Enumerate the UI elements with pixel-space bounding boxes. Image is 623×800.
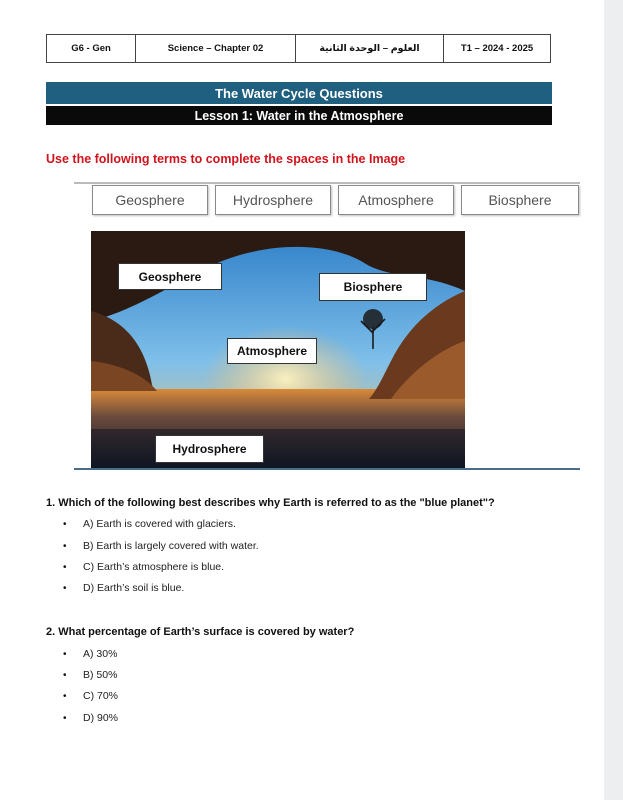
q2-option-a <box>63 648 117 660</box>
image-bottom-rule <box>74 468 580 470</box>
image-label-biosphere: Biosphere <box>319 273 427 301</box>
grade-cell: G6 - Gen <box>47 35 136 62</box>
option-text: D) 90% <box>83 712 119 724</box>
option-text: B) Earth is largely covered with water. <box>83 540 259 552</box>
bullet-icon: • <box>63 712 67 724</box>
image-label-geosphere: Geosphere <box>118 263 222 290</box>
bullet-icon: • <box>63 518 67 530</box>
lesson-title: Lesson 1: Water in the Atmosphere <box>46 106 552 125</box>
bullet-icon: • <box>63 648 67 660</box>
worksheet-title: The Water Cycle Questions <box>46 82 552 104</box>
option-text: C) 70% <box>83 690 119 702</box>
term-atmosphere: Atmosphere <box>338 185 454 215</box>
page-margin-strip <box>604 0 623 800</box>
bullet-icon: • <box>63 561 67 573</box>
q2-option-b <box>63 669 117 681</box>
q1-option-d <box>63 582 184 594</box>
q2-option-c <box>63 690 118 702</box>
q1-option-c <box>63 561 224 573</box>
instruction-text: Use the following terms to complete the spaces in the Image <box>46 152 406 166</box>
image-label-hydrosphere: Hydrosphere <box>155 435 264 463</box>
q1-option-b <box>63 540 259 552</box>
term-hydrosphere: Hydrosphere <box>215 185 331 215</box>
subject-cell: Science – Chapter 02 <box>136 35 296 62</box>
bullet-icon: • <box>63 690 67 702</box>
bullet-icon: • <box>63 582 67 594</box>
term-biosphere: Biosphere <box>461 185 579 215</box>
option-text: A) Earth is covered with glaciers. <box>83 518 236 530</box>
arabic-subject-cell: العلوم – الوحدة الثانية <box>296 35 444 62</box>
q1-option-a <box>63 518 236 530</box>
term-cell: T1 – 2024 - 2025 <box>460 43 534 54</box>
question-1: 1. Which of the following best describes why Earth is referred to as the "blue planet"? <box>46 497 495 509</box>
q2-option-d <box>63 712 118 724</box>
term-bank-rule <box>74 182 580 184</box>
water-cycle-image <box>91 231 465 469</box>
bullet-icon: • <box>63 669 67 681</box>
option-text: D) Earth’s soil is blue. <box>83 582 185 594</box>
header-table <box>46 34 551 63</box>
image-label-atmosphere: Atmosphere <box>227 338 317 364</box>
bullet-icon: • <box>63 540 67 552</box>
question-2: 2. What percentage of Earth’s surface is covered by water? <box>46 626 355 638</box>
option-text: B) 50% <box>83 669 118 681</box>
option-text: A) 30% <box>83 648 118 660</box>
term-geosphere: Geosphere <box>92 185 208 215</box>
option-text: C) Earth’s atmosphere is blue. <box>83 561 225 573</box>
